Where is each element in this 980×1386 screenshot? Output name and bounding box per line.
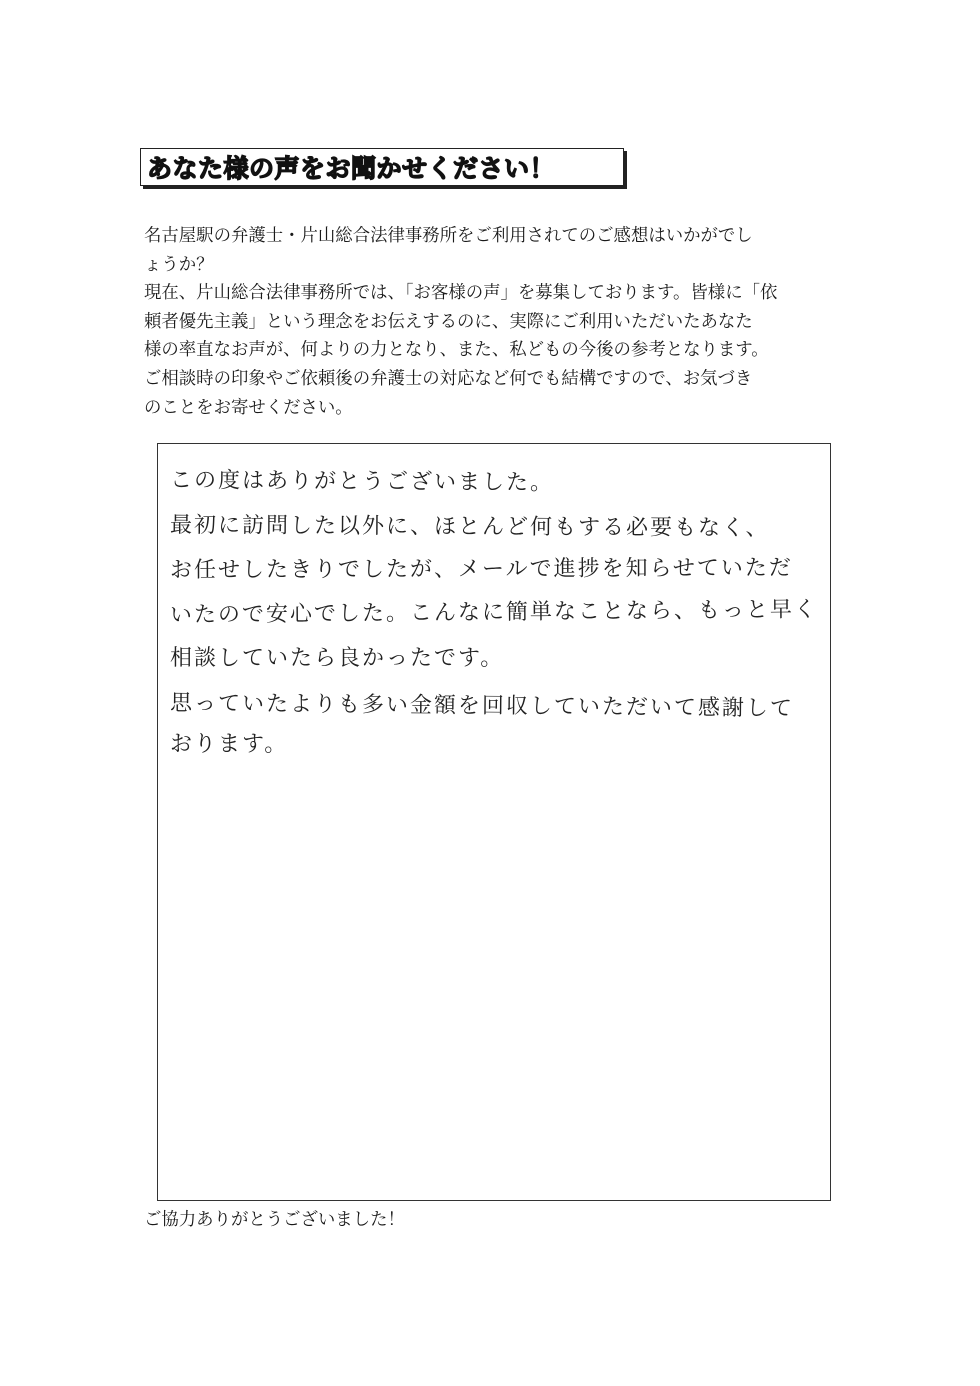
intro-line: のことをお寄せください。 <box>144 397 353 418</box>
intro-line: 現在、片山総合法律事務所では、「お客様の声」を募集しております。皆様に「依 <box>144 283 778 304</box>
title-box <box>140 148 624 186</box>
intro-text <box>144 222 844 422</box>
handwritten-line: いたので安心でした。こんなに簡単なことなら、もっと早く <box>169 597 819 628</box>
intro-line: ご相談時の印象やご依頼後の弁護士の対応など何でも結構ですので、お気づき <box>144 368 753 389</box>
intro-line: 名古屋駅の弁護士・片山総合法律事務所をご利用されてのご感想はいかがでし <box>144 226 753 246</box>
intro-line: 頼者優先主義」という理念をお伝えするのに、実際にご利用いただいたあなた <box>144 311 753 332</box>
handwritten-line: 相談していたら良かったです。 <box>170 646 505 671</box>
handwritten-line: この度はありがとうございました。 <box>169 468 555 496</box>
page-title: あなた様の声をお聞かせください！ <box>147 154 556 183</box>
footer-thanks: ご協力ありがとうございました！ <box>144 1210 405 1230</box>
intro-line: ょうか？ <box>144 254 214 275</box>
intro-line: 様の率直なお声が、何よりの力となり、また、私どもの今後の参考となります。 <box>144 340 769 361</box>
handwritten-line: お任せしたきりでしたが、メールで進捗を知らせていただ <box>169 555 793 583</box>
handwritten-line: 思っていたよりも多い金額を回収していただいて感謝して <box>169 691 795 722</box>
handwritten-line: おります。 <box>170 732 289 757</box>
handwritten-answer <box>169 462 819 763</box>
handwritten-line: 最初に訪問した以外に、ほとんど何もする必要もなく、 <box>169 513 770 542</box>
